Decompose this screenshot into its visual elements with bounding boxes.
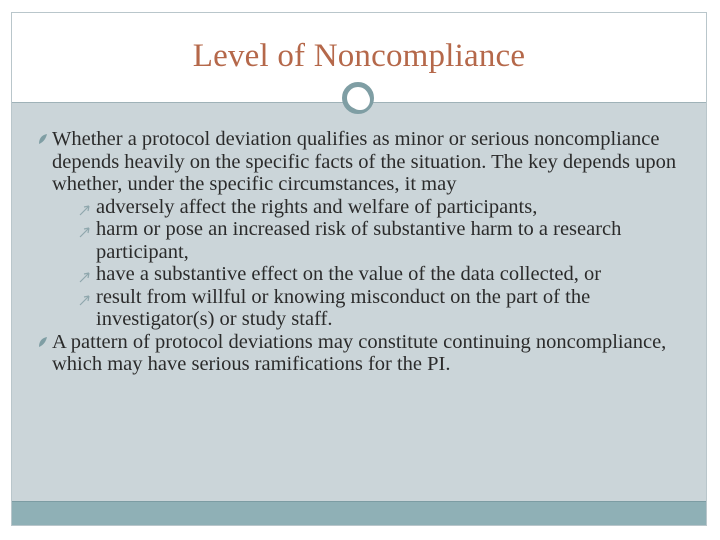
arrow-bullet-icon: [79, 204, 91, 216]
footer-bar: [12, 501, 706, 525]
ring-ornament-icon: [342, 82, 374, 114]
sub-bullet-text: harm or pose an increased risk of substantive harm to a research participant,: [96, 218, 622, 263]
slide-title: Level of Noncompliance: [192, 38, 526, 74]
slide-frame: [11, 12, 707, 526]
bullet-item: [12, 331, 706, 376]
sub-bullet-text: adversely affect the rights and welfare of participants,: [96, 195, 538, 218]
bullet-text: A pattern of protocol deviations may constitute continuing noncompliance, which may have serious ramifications for the PI.: [52, 330, 667, 375]
slide-body: [12, 128, 706, 376]
arrow-bullet-icon: [79, 294, 91, 306]
sub-bullet-item: [12, 218, 706, 263]
bullet-item: [12, 128, 706, 196]
sub-bullet-text: have a substantive effect on the value of the data collected, or: [96, 263, 602, 285]
sub-bullet-item: [12, 263, 706, 286]
leaf-bullet-icon: [38, 133, 48, 145]
arrow-bullet-icon: [79, 271, 91, 283]
leaf-bullet-icon: [38, 336, 48, 348]
sub-bullet-item: [12, 286, 706, 331]
arrow-bullet-icon: [79, 226, 91, 238]
sub-bullet-item: [12, 196, 706, 219]
sub-bullet-text: result from willful or knowing misconduct on the part of the investigator(s) or study staff.: [96, 285, 591, 330]
bullet-text: Whether a protocol deviation qualifies as minor or serious noncompliance depends heavily on the specific facts of the situation. The key depends upon whether, under the specific circumstances, it may: [52, 128, 677, 195]
